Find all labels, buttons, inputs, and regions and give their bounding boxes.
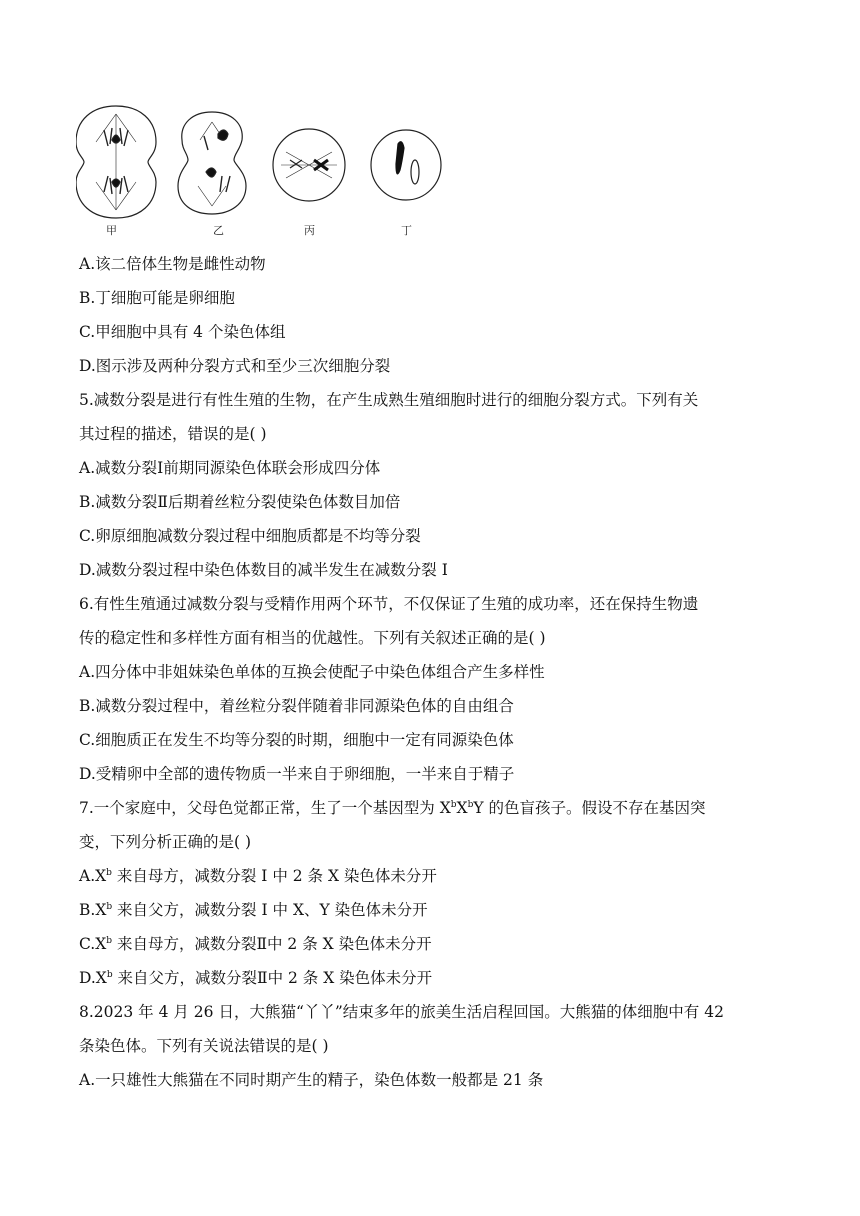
- q6-option-a: A.四分体中非姐妹染色单体的互换会使配子中染色体组合产生多样性: [79, 663, 545, 681]
- q6-stem-line-2: 传的稳定性和多样性方面有相当的优越性。下列有关叙述正确的是( ): [79, 629, 546, 647]
- superscript-b: b: [450, 800, 457, 810]
- cell-yi-drawing: [178, 112, 246, 214]
- q6-option-d: D.受精卵中全部的遗传物质一半来自于卵细胞，一半来自于精子: [79, 765, 515, 783]
- q8-option-a: A.一只雄性大熊猫在不同时期产生的精子，染色体数一般都是 21 条: [79, 1071, 544, 1089]
- q7-stem-line-2: 变，下列分析正确的是( ): [79, 833, 252, 851]
- cell-jia-drawing: [76, 106, 156, 218]
- cell-ding-drawing: [371, 130, 441, 200]
- option-text: 来自父方，减数分裂Ⅱ中 2 条 X 染色体未分开: [112, 969, 433, 987]
- option-prefix: A.X: [79, 867, 107, 885]
- option-text: 来自父方，减数分裂 I 中 X、Y 染色体未分开: [112, 901, 428, 919]
- q5-stem-line-1: 5.减数分裂是进行有性生殖的生物，在产生成熟生殖细胞时进行的细胞分裂方式。下列有关: [79, 391, 699, 409]
- cell-bing-drawing: [273, 129, 345, 201]
- q7-option-c: [79, 927, 779, 961]
- q5-option-a: A.减数分裂Ⅰ前期同源染色体联会形成四分体: [79, 459, 381, 477]
- caption-jia: 甲: [106, 224, 117, 237]
- q4-option-c: C.甲细胞中具有 4 个染色体组: [79, 323, 286, 341]
- superscript-b: b: [106, 868, 112, 878]
- q6-stem-line-1: 6.有性生殖通过减数分裂与受精作用两个环节，不仅保证了生殖的成功率，还在保持生物遗: [79, 595, 699, 613]
- q7-stem-part-3: Y 的色盲孩子。假设不存在基因突: [473, 799, 706, 817]
- question-text: [79, 247, 779, 1097]
- caption-yi: 乙: [213, 224, 224, 237]
- q5-stem-line-2: 其过程的描述，错误的是( ): [79, 425, 267, 443]
- q7-stem-line-1: [79, 791, 779, 825]
- option-prefix: D.X: [79, 969, 107, 987]
- q7-option-a: [79, 859, 779, 893]
- caption-ding: 丁: [401, 224, 412, 237]
- cell-diagrams: [76, 102, 456, 242]
- superscript-b: b: [106, 902, 113, 912]
- q7-option-d: [79, 961, 779, 995]
- q6-option-b: B.减数分裂过程中，着丝粒分裂伴随着非同源染色体的自由组合: [79, 697, 514, 715]
- q7-stem-part-1: 7.一个家庭中，父母色觉都正常，生了一个基因型为 X: [79, 799, 451, 817]
- option-text: 来自母方，减数分裂 I 中 2 条 X 染色体未分开: [111, 867, 437, 885]
- q8-stem-line-2: 条染色体。下列有关说法错误的是( ): [79, 1037, 329, 1055]
- q5-option-c: C.卵原细胞减数分裂过程中细胞质都是不均等分裂: [79, 527, 421, 545]
- q7-option-b: [79, 893, 779, 927]
- cell-division-figure: [76, 102, 456, 242]
- q4-option-d: D.图示涉及两种分裂方式和至少三次细胞分裂: [79, 357, 391, 375]
- q6-option-c: C.细胞质正在发生不均等分裂的时期，细胞中一定有同源染色体: [79, 731, 514, 749]
- q4-option-a: A.该二倍体生物是雌性动物: [79, 255, 266, 273]
- option-prefix: C.X: [79, 935, 107, 953]
- q8-stem-line-1: 8.2023 年 4 月 26 日，大熊猫“丫丫”结束多年的旅美生活启程回国。大熊猫的体细胞中有 42: [79, 1003, 724, 1021]
- superscript-b: b: [106, 970, 113, 980]
- superscript-b: b: [106, 936, 113, 946]
- q5-option-d: D.减数分裂过程中染色体数目的减半发生在减数分裂 I: [79, 561, 448, 579]
- q5-option-b: B.减数分裂Ⅱ后期着丝粒分裂使染色体数目加倍: [79, 493, 401, 511]
- option-prefix: B.X: [79, 901, 107, 919]
- superscript-b: b: [467, 800, 474, 810]
- q7-stem-part-2: X: [456, 799, 468, 817]
- caption-bing: 丙: [304, 224, 315, 237]
- option-text: 来自母方，减数分裂Ⅱ中 2 条 X 染色体未分开: [112, 935, 432, 953]
- q4-option-b: B.丁细胞可能是卵细胞: [79, 289, 235, 307]
